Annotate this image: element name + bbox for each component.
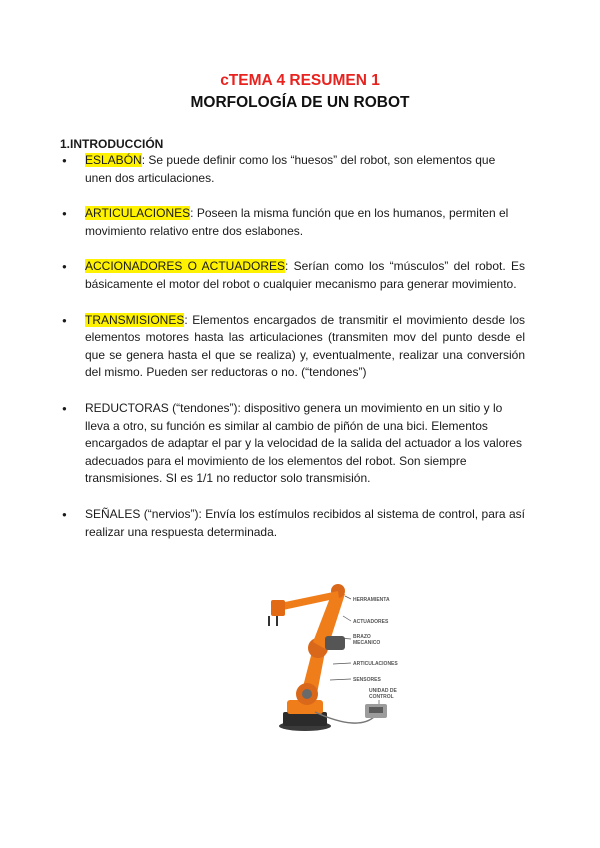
- term-highlight: ARTICULACIONES: [85, 206, 191, 221]
- list-item-reductoras: [85, 400, 525, 488]
- list-item-actuadores: ● ACCIONADORES O ACTUADORES: Serían como los “músculos” del robot. Es básicamente el motor del robot o cualquier mecanismo para generar movimiento.: [85, 258, 525, 293]
- figure-label-articulaciones: ARTICULACIONES: [353, 661, 398, 667]
- term-highlight: ESLABÓN: [85, 153, 142, 167]
- item-text: REDUCTORAS (“tendones”): dispositivo genera un movimiento en un sitio y lo lleva a otro, su función es similar al cambio de piñón de una bici. Elementos encargados de adaptar el par y la velocidad de la salida del actuador a los valores adecuados para el movimiento de los elementos del robot. Son siempre transmisiones. SI es 1/1 no reductor solo transmisión.: [85, 400, 522, 486]
- section-heading: 1.INTRODUCCIÓN: [60, 137, 164, 151]
- robot-tool: [271, 600, 285, 616]
- term-highlight: TRANSMISIONES: [85, 312, 185, 327]
- term-highlight: ACCIONADORES O ACTUADORES: [85, 259, 285, 274]
- list-item-transmisiones: ● TRANSMISIONES: Elementos encargados de transmitir el movimiento desde los elementos motores hasta las articulaciones (transmiten mov del punto desde el que se genera hasta el que se realiza) y, eventualmente, realizar una conversión del mismo. Pueden ser reductoras o no. (“tendones”): [85, 312, 525, 382]
- document-subtitle: MORFOLOGÍA DE UN ROBOT: [190, 94, 410, 111]
- leader-sensores: [330, 679, 351, 680]
- list-item-eslabon: ● ESLABÓN: Se puede definir como los “huesos” del robot, son elementos que unen dos articulaciones.: [85, 152, 525, 187]
- figure-label-brazo: BRAZO: [353, 634, 371, 640]
- figure-label-herramienta: HERRAMIENTA: [353, 597, 390, 603]
- control-unit-screen: [369, 707, 383, 713]
- item-text: Poseen la misma función que en los humanos, permiten el movimiento relativo entre dos eslabones.: [85, 206, 509, 238]
- list-item-articulaciones: ● ARTICULACIONES: Poseen la misma función que en los humanos, permiten el movimiento relativo entre dos eslabones.: [85, 205, 525, 240]
- leader-articulaciones: [333, 663, 351, 664]
- item-text: SEÑALES (“nervios”): Envía los estímulos recibidos al sistema de control, para así realizar una respuesta determinada.: [85, 506, 525, 539]
- list-item-senales: [85, 506, 525, 541]
- figure-label-mecanico: MECANICO: [353, 640, 381, 646]
- document-title: cTEMA 4 RESUMEN 1: [220, 72, 380, 89]
- robot-shoulder-hub: [302, 689, 312, 699]
- item-text: Elementos encargados de transmitir el movimiento desde los elementos motores hasta las articulaciones (transmiten mov del punto desde el que se genera hasta el que se realiza) y, eventualmente, realizar una conversión del mismo. Pueden ser reductoras o no. (“tendones”): [85, 312, 525, 380]
- figure-label-sensores: SENSORES: [353, 677, 381, 683]
- figure-label-unidad: UNIDAD DE: [369, 688, 397, 694]
- leader-herramienta: [345, 596, 351, 599]
- item-text: Serían como los “músculos” del robot. Es básicamente el motor del robot o cualquier mecanismo para generar movimiento.: [85, 259, 525, 291]
- industrial-robot-figure: [255, 576, 420, 736]
- leader-actuadores: [343, 616, 351, 621]
- definition-list: [85, 152, 525, 541]
- figure-label-actuadores: ACTUADORES: [353, 619, 389, 625]
- robot-gripper: [269, 616, 277, 626]
- figure-label-control: CONTROL: [369, 694, 394, 700]
- item-text: Se puede definir como los “huesos” del robot, son elementos que unen dos articulaciones.: [85, 153, 496, 185]
